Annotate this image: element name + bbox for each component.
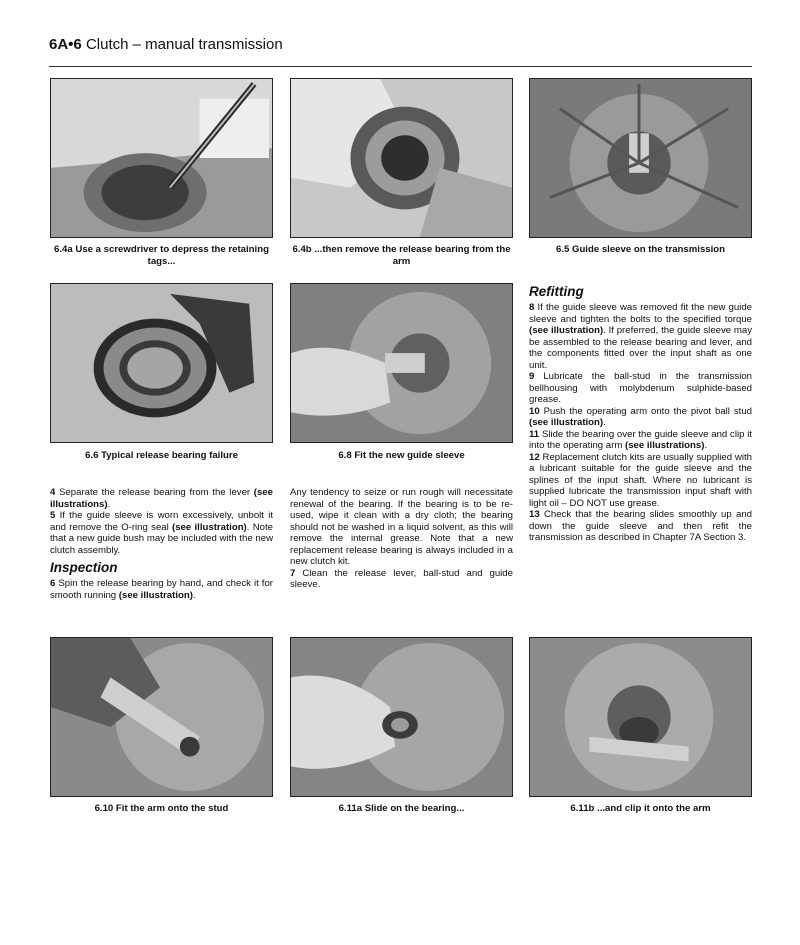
header-rule	[49, 66, 752, 67]
photo-6-8	[290, 283, 513, 443]
paragraph-11: 11 Slide the bearing over the guide sleeve and clip it into the operating arm (see illustrations).	[529, 428, 752, 451]
refitting-heading: Refitting	[529, 284, 584, 299]
photo-6-5	[529, 78, 752, 238]
paragraph-10: 10 Push the operating arm onto the pivot ball stud (see illustration).	[529, 405, 752, 428]
paragraph-6-continued: Any tendency to seize or run rough will necessitate renewal of the bearing. If the bearing is to be re-used, wipe it clean with a dry cloth; the bearing should not be washed in a liquid solvent, as this will remove the internal grease. Note that a new replacement release bearing is always included in a new clutch kit.	[290, 487, 513, 567]
paragraph-12: 12 Replacement clutch kits are usually supplied with a lubricant suitable for the guide sleeve and the splines of the input shaft. Where no lubricant is supplied lubricate the transmission input shaft with light oil – DO NOT use grease.	[529, 451, 752, 509]
photo-6-11a	[290, 637, 513, 797]
paragraph-8: 8 If the guide sleeve was removed fit the new guide sleeve and tighten the bolts to the specified torque (see illustration). If preferred, the guide sleeve may be assembled to the release bearing and lever, and the components fitted over the input shaft as one unit.	[529, 302, 753, 371]
inspection-heading: Inspection	[50, 560, 118, 575]
photo-6-4b	[290, 78, 513, 238]
paragraph-13: 13 Check that the bearing slides smoothly up and down the guide sleeve and then refit the transmission as described in Chapter 7A Section 3.	[529, 509, 752, 543]
caption-6-11b: 6.11b ...and clip it onto the arm	[570, 803, 711, 814]
refitting-section	[529, 280, 752, 544]
caption-6-6: 6.6 Typical release bearing failure	[85, 450, 238, 461]
paragraph-9: 9 Lubricate the ball-stud in the transmission bellhousing with molybdenum sulphide-based grease.	[529, 371, 753, 405]
page-header	[49, 36, 283, 53]
paragraph-5: 5 If the guide sleeve is worn excessively, unbolt it and remove the O-ring seal (see illustration). Note that a new guide bush may be included with the new clutch assembly.	[50, 510, 274, 556]
caption-6-4a: 6.4a Use a screwdriver to depress the retaining tags...	[54, 244, 269, 267]
middle-column-text	[290, 487, 513, 591]
page-number: 6A•6	[49, 36, 82, 53]
paragraph-7: 7 Clean the release lever, ball-stud and guide sleeve.	[290, 567, 513, 590]
caption-6-11a: 6.11a Slide on the bearing...	[338, 803, 465, 814]
paragraph-4: 4 Separate the release bearing from the lever (see illustrations).	[50, 487, 273, 510]
paragraph-6: 6 Spin the release bearing by hand, and check it for smooth running (see illustration).	[50, 578, 273, 601]
caption-6-8: 6.8 Fit the new guide sleeve	[338, 450, 465, 461]
caption-6-5: 6.5 Guide sleeve on the transmission	[555, 244, 725, 255]
caption-6-4b: 6.4b ...then remove the release bearing from the arm	[292, 244, 511, 267]
photo-6-4a	[50, 78, 273, 238]
photo-6-10	[50, 637, 273, 797]
left-column-text	[50, 487, 273, 601]
photo-6-11b	[529, 637, 752, 797]
photo-6-6	[50, 283, 273, 443]
page-title: Clutch – manual transmission	[85, 36, 283, 53]
caption-6-10: 6.10 Fit the arm onto the stud	[94, 803, 229, 814]
